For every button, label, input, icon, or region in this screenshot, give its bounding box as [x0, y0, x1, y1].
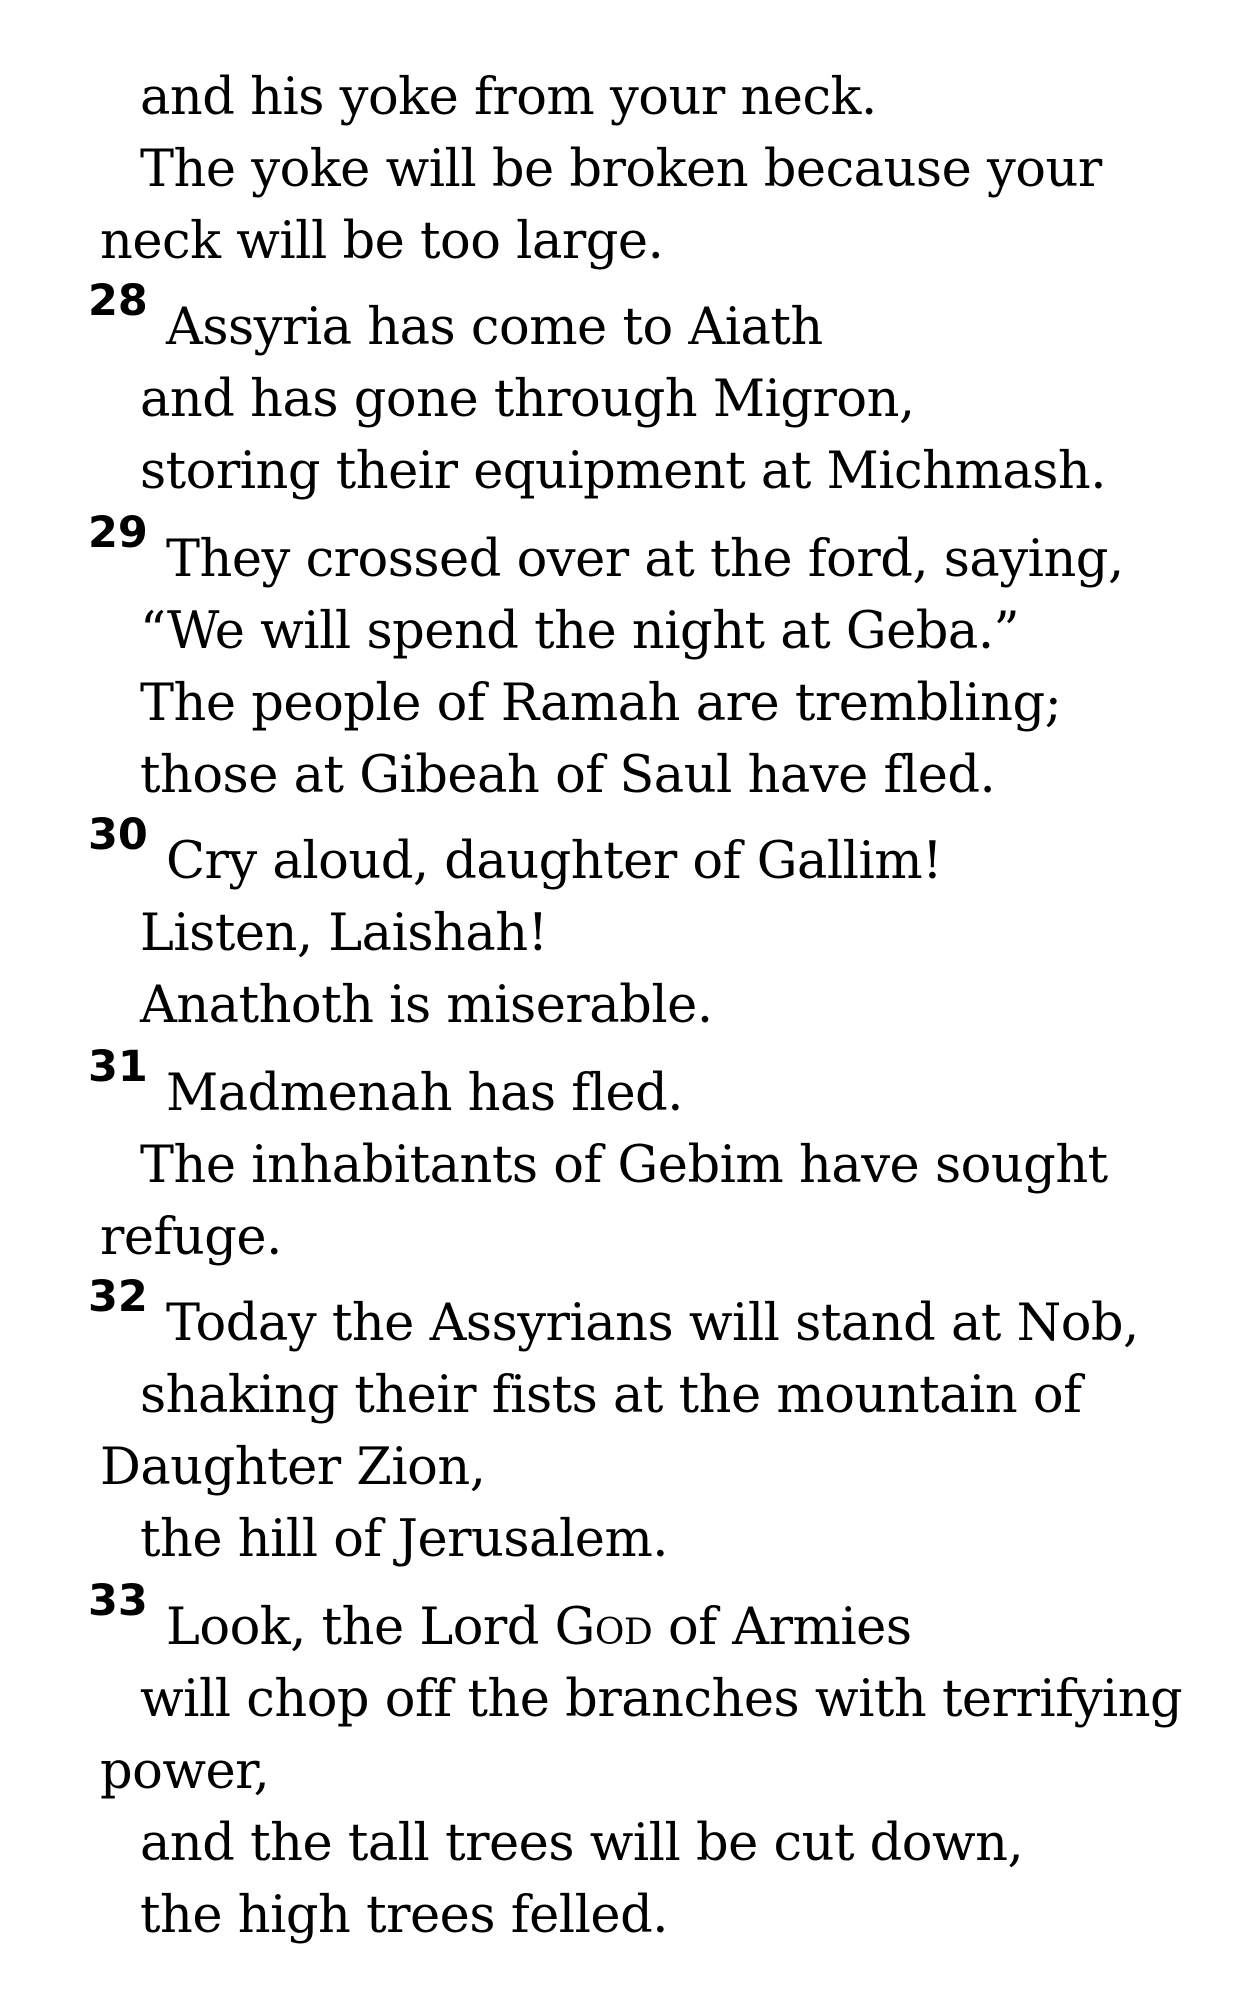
poetry-line: “We will spend the night at Geba.”: [140, 602, 1020, 661]
poetry-line: Assyria has come to Aiath: [166, 298, 823, 357]
poetry-line: refuge.: [100, 1208, 282, 1267]
line-text: Look, the Lord: [166, 1598, 555, 1657]
poetry-line: neck will be too large.: [100, 212, 664, 271]
verse-number: 28: [88, 276, 148, 326]
verse-number: 32: [88, 1272, 148, 1322]
poetry-line: those at Gibeah of Saul have fled.: [140, 746, 996, 805]
poetry-line: Anathoth is miserable.: [140, 976, 713, 1035]
poetry-line: and his yoke from your neck.: [140, 68, 877, 127]
line-text: of Armies: [652, 1598, 912, 1657]
poetry-line: the high trees felled.: [140, 1886, 668, 1945]
poetry-line: and has gone through Migron,: [140, 370, 915, 429]
poetry-line: the hill of Jerusalem.: [140, 1510, 669, 1569]
poetry-line: The inhabitants of Gebim have sought: [140, 1136, 1108, 1195]
poetry-line: Cry aloud, daughter of Gallim!: [166, 832, 943, 891]
poetry-line: shaking their fists at the mountain of: [140, 1366, 1082, 1425]
poetry-line: The people of Ramah are trembling;: [140, 674, 1062, 733]
poetry-line: Today the Assyrians will stand at Nob,: [166, 1294, 1139, 1353]
poetry-line: Madmenah has fled.: [166, 1064, 683, 1123]
poetry-line: storing their equipment at Michmash.: [140, 442, 1106, 501]
poetry-line: [166, 1598, 912, 1657]
divine-name: God: [554, 1598, 653, 1657]
poetry-line: Listen, Laishah!: [140, 904, 548, 963]
verse-number: 31: [88, 1042, 148, 1092]
poetry-line: They crossed over at the ford, saying,: [166, 530, 1124, 589]
poetry-line: and the tall trees will be cut down,: [140, 1814, 1024, 1873]
poetry-line: power,: [100, 1742, 270, 1801]
poetry-line: The yoke will be broken because your: [140, 140, 1102, 199]
verse-number: 29: [88, 508, 148, 558]
verse-number: 33: [88, 1576, 148, 1626]
verse-number: 30: [88, 810, 148, 860]
poetry-line: Daughter Zion,: [100, 1438, 486, 1497]
poetry-line: will chop off the branches with terrifying: [140, 1670, 1183, 1729]
